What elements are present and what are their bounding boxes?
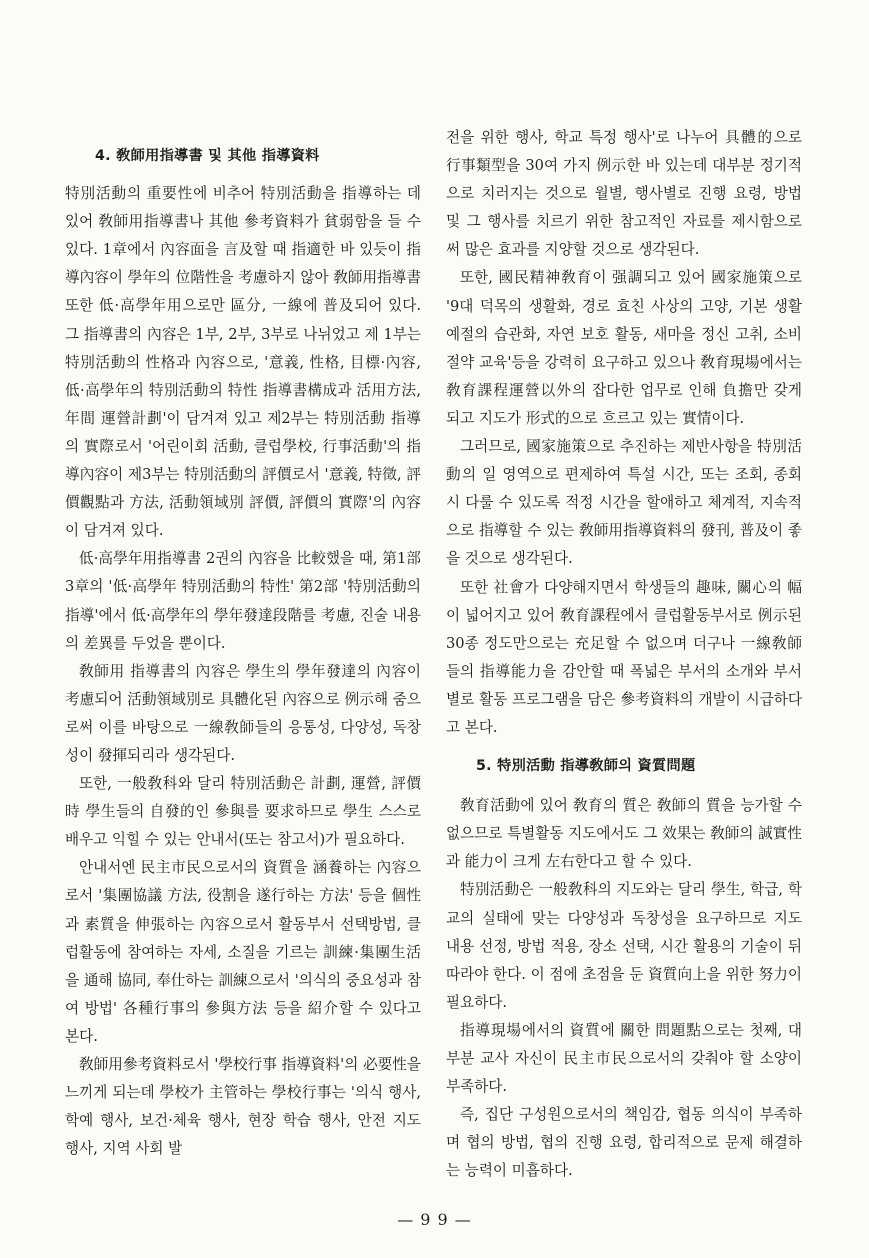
paragraph: 또한 社會가 다양해지면서 학생들의 趣味, 關心의 幅이 넓어지고 있어 敎育課程에서 클럽활동부서로 例示된 30종 정도만으로는 充足할 수 없으며 더구나 一線敎師들의 指導能力을 감안할 때 폭넓은 부서의 소개와 부서별로 활동 프로그램을 담은 參考資料의 개발이 시급하다고 본다.: [446, 578, 802, 736]
paragraph: 敎師用 指導書의 內容은 學生의 學年發達의 內容이 考慮되어 活動領域別로 具體化된 內容으로 例示해 줌으로써 이를 바탕으로 一線敎師들의 응통성, 다양성, 독창성이 發揮되리라 생각된다.: [65, 662, 421, 764]
paragraph: 低·高學年用指導書 2권의 內容을 比較했을 때, 第1部 3章의 '低·高學年 特別活動의 特性' 第2部 '特別活動의 指導'에서 低·高學年의 學年發達段階를 考慮, 진술 내용의 差異를 두었을 뿐이다.: [65, 550, 421, 652]
section-heading-4: 4. 敎師用指導書 및 其他 指導資料: [95, 148, 320, 164]
section-heading-5: 5. 特別活動 指導敎師의 資質問題: [476, 758, 696, 775]
page-number: — 9 9 —: [397, 1210, 472, 1229]
paragraph: 안내서엔 民主市民으로서의 資質을 涵養하는 內容으로서 '集團協議 方法, 役割을 遂行하는 方法' 등을 個性과 素質을 伸張하는 內容으로서 활동부서 선택방법, 클럽활동에 참여하는 자세, 소질을 기르는 訓練·集團生活을 通해 協同, 奉仕하는 訓練으로서 '의식의 중요성과 참여 방법' 各種行事의 參與方法 등을 紹介할 수 있다고 본다.: [65, 859, 421, 1045]
right-column: [446, 124, 802, 1185]
paragraph: 敎師用參考資料로서 '學校行事 指導資料'의 必要性을 느끼게 되는데 學校가 主管하는 學校行事는 '의식 행사, 학예 행사, 보건·체육 행사, 현장 학습 행사, 안전 지도 행사, 지역 사회 발: [65, 1056, 421, 1158]
paragraph: 敎育活動에 있어 敎育의 質은 敎師의 質을 능가할 수 없으므로 특별활동 지도에서도 그 效果는 敎師의 誠實性과 能力이 크게 左右한다고 할 수 있다.: [446, 797, 802, 871]
paragraph: 즉, 집단 구성원으로서의 책임감, 협동 의식이 부족하며 협의 방법, 협의 진행 요령, 합리적으로 문제 해결하는 능력이 미흡하다.: [446, 1106, 802, 1180]
paragraph: 特別活動은 一般敎科의 지도와는 달리 學生, 학급, 학교의 실태에 맞는 다양성과 독창성을 요구하므로 지도 내용 선정, 방법 적용, 장소 선택, 시간 활용의 기술이 뒤따라야 한다. 이 점에 초점을 둔 資質向上을 위한 努力이 필요하다.: [446, 881, 802, 1011]
paragraph: 또한, 國民精神敎育이 强調되고 있어 國家施策으로 '9대 덕목의 생활화, 경로 효친 사상의 고양, 기본 생활 예절의 습관화, 자연 보호 활동, 새마을 정신 고취, 소비 절약 교육'등을 강력히 요구하고 있으나 敎育現場에서는 敎育課程運營以外의 잡다한 업무로 인해 負擔만 갖게 되고 지도가 形式的으로 흐르고 있는 實情이다.: [446, 269, 802, 427]
left-column: [65, 124, 421, 1163]
paragraph: 特別活動의 重要性에 비추어 特別活動을 指導하는 데 있어 敎師用指導書나 其他 參考資料가 貧弱함을 들 수 있다. 1章에서 內容面을 言及할 때 指適한 바 있듯이 指導內容이 學年의 位階性을 考慮하지 않아 敎師用指導書 또한 低·高學年用으로만 區分, 一線에 普及되어 있다. 그 指導書의 內容은 1부, 2부, 3부로 나뉘었고 제 1부는 特別活動의 性格과 內容으로, '意義, 性格, 目標·內容, 低·高學年의 特別活動의 特性 指導書構成과 活用方法, 年間 運營計劃'이 담겨져 있고 제2부는 特別活動 指導의 實際로서 '어린이회 活動, 클럽學校, 行事活動'의 指導內容이 제3부는 特別活動의 評價로서 '意義, 特徵, 評價觀點과 方法, 活動領域別 評價, 評價의 實際'의 內容이 담겨져 있다.: [65, 185, 421, 540]
paragraph: 또한, 一般敎科와 달리 特別活動은 計劃, 運營, 評價時 學生들의 自發的인 參與를 要求하므로 學生 스스로 배우고 익힐 수 있는 안내서(또는 참고서)가 필요하다.: [65, 775, 421, 849]
paragraph: 그러므로, 國家施策으로 추진하는 제반사항을 特別活動의 일 영역으로 편제하여 특설 시간, 또는 조회, 종회시 다룰 수 있도록 적정 시간을 할애하고 체계적, 지속적으로 指導할 수 있는 敎師用指導資料의 發刊, 普及이 좋을 것으로 생각된다.: [446, 438, 802, 568]
paragraph: 전을 위한 행사, 학교 특정 행사'로 나누어 具體的으로 行事類型을 30여 가지 例示한 바 있는데 대부분 정기적으로 치러지는 것으로 월별, 행사별로 진행 요령, 방법 및 그 행사를 치르기 위한 참고적인 자료를 제시함으로써 많은 효과를 지양할 것으로 생각된다.: [446, 129, 802, 259]
paragraph: 指導現場에서의 資質에 關한 問題點으로는 첫째, 대부분 교사 자신이 民主市民으로서의 갖춰야 할 소양이 부족하다.: [446, 1021, 802, 1096]
